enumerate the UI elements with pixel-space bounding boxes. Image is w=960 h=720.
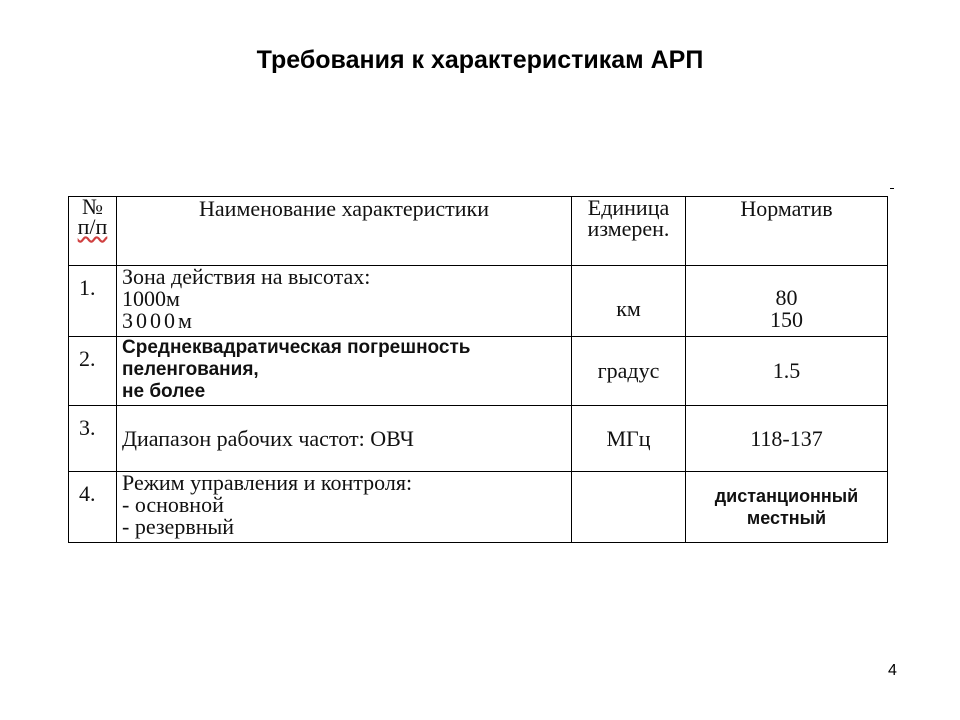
table-row — [69, 337, 888, 406]
row-name-line: Режим управления и контроля: — [122, 471, 413, 495]
row-name-line: - основной — [122, 492, 224, 517]
row-number: 3. — [69, 406, 117, 472]
row-name — [117, 472, 572, 543]
row-unit: градус — [572, 337, 686, 406]
row-unit: км — [572, 266, 686, 337]
row-unit — [572, 472, 686, 543]
row-norm — [686, 266, 888, 337]
row-norm-line: дистанционный — [714, 486, 859, 506]
header-unit-line1: Единица — [587, 196, 670, 220]
row-name-line: - резервный — [122, 514, 235, 539]
corner-mark — [890, 188, 894, 189]
slide-title: Требования к характеристикам АРП — [256, 46, 704, 74]
row-number: 1. — [69, 266, 117, 337]
row-unit: МГц — [572, 406, 686, 472]
row-number: 2. — [69, 337, 117, 406]
row-name-line: не более — [122, 381, 206, 402]
row-norm — [686, 337, 888, 406]
row-norm — [686, 472, 888, 543]
row-name-line: Диапазон рабочих частот: ОВЧ — [122, 426, 414, 451]
row-norm-line: 80 — [775, 285, 798, 310]
header-number-abbr: п/п — [77, 214, 108, 239]
row-name-line: 3000м — [122, 308, 195, 333]
row-name — [117, 406, 572, 472]
header-number-symbol: № — [82, 196, 103, 219]
table-row — [69, 406, 888, 472]
header-unit-line2: измерен. — [587, 216, 670, 241]
row-norm-line: 150 — [770, 307, 803, 332]
row-norm-line: местный — [746, 508, 827, 528]
header-unit — [572, 197, 686, 266]
row-name-line: пеленгования, — [122, 359, 259, 380]
row-name-line: Зона действия на высотах: — [122, 265, 371, 289]
row-name-line: Среднеквадратическая погрешность — [122, 337, 471, 358]
row-norm-line: 118-137 — [750, 425, 823, 451]
table-row — [69, 472, 888, 543]
header-number — [69, 197, 117, 266]
requirements-table — [68, 196, 888, 543]
row-number: 4. — [69, 472, 117, 543]
table-row — [69, 266, 888, 337]
row-name — [117, 266, 572, 337]
row-norm-line: 1.5 — [772, 358, 801, 383]
page-number: 4 — [888, 662, 897, 679]
header-name: Наименование характеристики — [117, 197, 572, 266]
table-header-row — [69, 197, 888, 266]
row-name — [117, 337, 572, 406]
header-norm: Норматив — [686, 197, 888, 266]
row-norm — [686, 406, 888, 472]
row-name-line: 1000м — [122, 286, 180, 311]
